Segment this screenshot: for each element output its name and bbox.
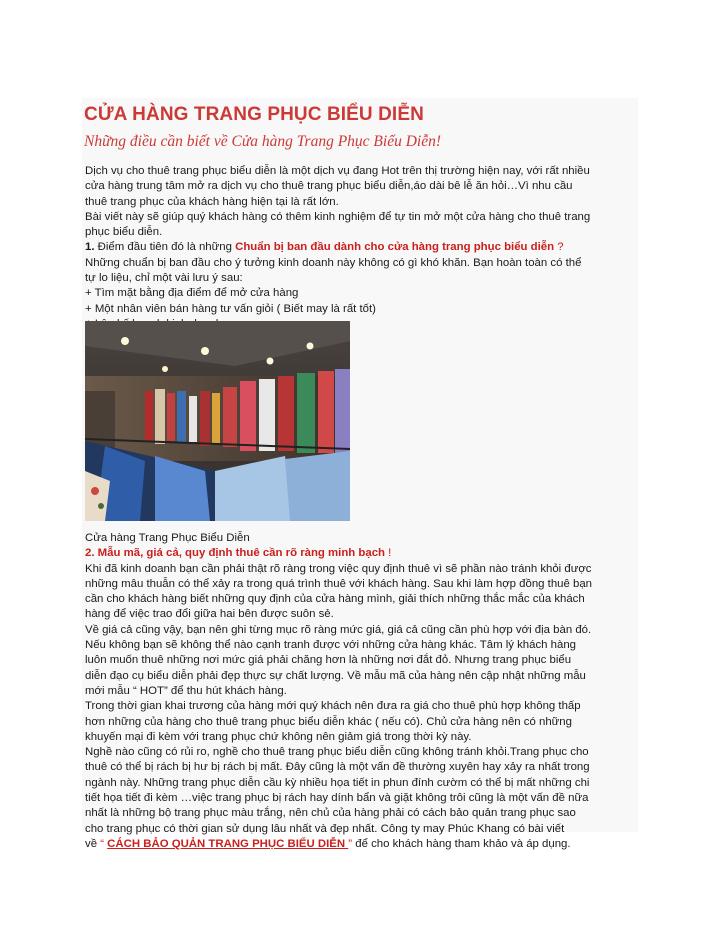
point1-link[interactable]: Chuẩn bị ban đầu dành cho cửa hàng trang phục biểu diễn: [235, 241, 555, 254]
point2-line: luôn muốn thuê những nơi mức giá phải chăng hơn là những nơi đắt đỏ. Nhưng trang phục biểu: [85, 654, 572, 667]
point2-tail: !: [385, 547, 392, 560]
point1-line: + Tìm mặt bằng địa điểm để mở cửa hàng: [85, 287, 299, 300]
quote-close: ”: [348, 837, 353, 850]
point1-line: tự lo liệu, chỉ một vài lưu ý sau:: [85, 272, 243, 285]
point1-line: + Một nhân viên bán hàng tư vấn giỏi ( Biết may là rất tốt): [85, 302, 376, 315]
point2-line: hàng để việc trao đổi giữa hai bên được suôn sẻ.: [85, 608, 334, 621]
point2-line: nhất là những bộ trang phục màu trắng, nên chủ của hàng phải có cách bảo quản trang phục sao: [85, 807, 576, 820]
point1-line: Những chuẩn bị ban đầu cho ý tưởng kinh doanh này không có gì khó khăn. Bạn hoàn toàn có thể: [85, 256, 582, 269]
point2-line: khuyến mại đi kèm với trang phục chứ không nên giảm giá trong thời kỳ này.: [85, 730, 472, 743]
point1-tail: ?: [554, 241, 564, 254]
article-body-bottom: [85, 531, 637, 852]
point1-heading: [85, 240, 637, 255]
point2-line: hơn những của hàng cho thuê trang phục biểu diễn khác ( nếu có). Chủ cửa hàng nên có những: [85, 715, 572, 728]
point2-line: tiết họa tiết đi kèm …việc trang phục bị rách hay dính bẩn và giặt không trôi cũng là một vấn đề nữa: [85, 792, 589, 805]
point1-number: 1.: [85, 241, 95, 254]
point2-line: Về giá cả cũng vậy, bạn nên ghi từng mục rõ ràng mức giá, giá cả cũng cần phù hợp với địa bàn đó.: [85, 623, 592, 636]
point2-line: diễn đạo cụ biểu diễn phải đẹp thực sự chất lượng. Về mẫu mã của hàng nên cập nhật những mẫu: [85, 669, 586, 682]
intro-line: phục biểu diễn.: [85, 226, 163, 239]
point2-link[interactable]: 2. Mẫu mã, giá cả, quy định thuê cần rõ ràng minh bạch: [85, 547, 386, 560]
point2-line: những mâu thuẫn có thể xảy ra trong quá trình thuê với khách hàng. Sau khi làm hợp đồng thuê bạn: [85, 577, 593, 590]
page-title: CỬA HÀNG TRANG PHỤC BIỂU DIỄN: [84, 104, 424, 125]
point2-line: thuê có thể bị rách bị hư bị rách bị mất. Đây cũng là một vấn đề thường xuyên hay xảy ra nhất trong: [85, 761, 590, 774]
point2-line: cần cho khách hàng biết những quy định của cửa hàng mình, giải thích những thắc mắc của khách: [85, 593, 585, 606]
point2-line: Trong thời gian khai trương của hàng mới quý khách nên đưa ra giá cho thuê phù hợp không thấp: [85, 700, 581, 713]
point1-lead: Điểm đầu tiên đó là những: [94, 241, 236, 254]
point2-line: ngành này. Những trang phục diễn cầu kỳ nhiều họa tiết in phun đính cườm có thể bị mất những chi: [85, 776, 590, 789]
intro-line: Dịch vụ cho thuê trang phục biểu diễn là một dịch vụ đang Hot trên thị trường hiện nay, với rất nhiều: [85, 165, 590, 177]
shop-photo: [85, 321, 350, 521]
closing-prefix: về: [85, 837, 101, 850]
point2-line: Nghề nào cũng có rủi ro, nghề cho thuê trang phục biểu diễn cũng không tránh khỏi.Trang phục cho: [85, 746, 589, 759]
shop-photo-image: [85, 321, 350, 521]
article-body-top: [85, 164, 637, 332]
point2-line: Khi đã kinh doanh bạn cần phải thật rõ ràng trong việc quy định thuê vì sẽ phần nào tránh khỏi được: [85, 562, 592, 575]
closing-line: [85, 837, 637, 852]
point2-line: mới mẫu “ HOT” để thu hút khách hàng.: [85, 684, 287, 697]
intro-line: thuê trang phục của khách hàng hiện tại là rất lớn.: [85, 195, 339, 208]
page-subtitle: Những điều cần biết về Cửa hàng Trang Phục Biểu Diễn!: [84, 133, 441, 150]
point2-heading: [85, 546, 637, 561]
point2-line: Nếu không bạn sẽ không thể nào cạnh tranh được với những cửa hàng khác. Tâm lý khách hàng: [85, 639, 577, 652]
point2-line: cho trang phục có thời gian sử dụng lâu nhất và đẹp nhất. Công ty may Phúc Khang có bài viết: [85, 822, 565, 835]
storage-article-link[interactable]: CÁCH BẢO QUẢN TRANG PHỤC BIỂU DIỄN: [107, 837, 349, 850]
quote-open: “: [100, 837, 108, 850]
closing-suffix: để cho khách hàng tham khảo và áp dụng.: [352, 837, 571, 850]
intro-line: cửa hàng trung tâm mở ra dịch vụ cho thuê trang phục biểu diễn,áo dài bê lễ ăn hỏi…Vì nhu cầu: [85, 180, 573, 193]
photo-caption: Cửa hàng Trang Phục Biểu Diễn: [85, 532, 250, 544]
intro-line: Bài viết này sẽ giúp quý khách hàng có thêm kinh nghiệm để tự tin mở một cửa hàng cho thuê trang: [85, 210, 591, 223]
